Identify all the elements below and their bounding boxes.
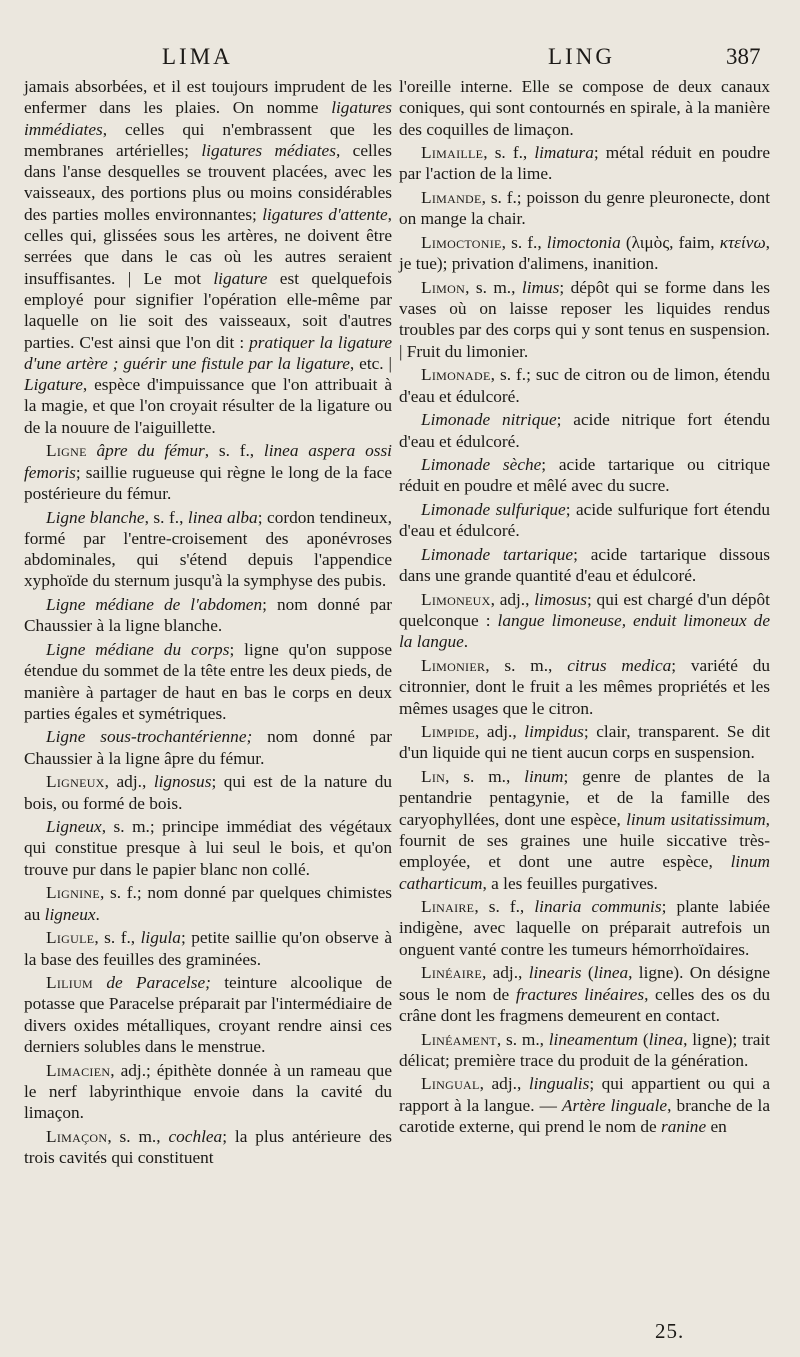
entry-text: ; acide tartarique dissous dans une grande quantité d'eau et édulcoré. bbox=[399, 544, 770, 586]
italic-text: limoctonia bbox=[546, 232, 621, 252]
entry-headword: Lingual bbox=[421, 1074, 480, 1094]
entry-text: , s. f., bbox=[144, 507, 188, 527]
dictionary-entry bbox=[24, 771, 392, 814]
entry-text: , s. f., bbox=[483, 143, 535, 163]
dictionary-entry bbox=[24, 927, 392, 970]
entry-text: , celles des os du crâne dont les fragmens demeurent en contact. bbox=[399, 984, 770, 1025]
entry-text: , s. f.; poisson du genre pleuronecte, dont on mange la chair. bbox=[399, 188, 770, 229]
dictionary-entry bbox=[24, 639, 392, 724]
entry-text: jamais absorbées, et il est toujours imprudent de les enfermer dans les plaies. On nomme bbox=[24, 77, 392, 118]
entry-text: ; qui appartient ou qui a rapport à la langue. — bbox=[399, 1074, 770, 1115]
entry-headword: Limaille bbox=[421, 143, 484, 163]
dictionary-entry bbox=[24, 882, 392, 925]
italic-text: linaria communis bbox=[534, 897, 662, 917]
entry-text: , s. m., bbox=[445, 767, 525, 787]
entry-text: , s. m.; principe immédiat des végétaux qui constitue presque à lui seul le bois, et qu'on trouve pur dans le papier blanc non collé. bbox=[24, 817, 392, 879]
italic-text: limosus bbox=[534, 589, 588, 609]
italic-text: ligneux bbox=[44, 904, 96, 924]
entry-text: , adj.; épithète donnée à un rameau que le nerf labyrinthique envoie dans la cavité du limaçon. bbox=[24, 1060, 392, 1123]
italic-text: de Paracelse; bbox=[93, 973, 211, 993]
running-head-right: LING bbox=[548, 44, 615, 69]
entry-text: ; dépôt qui se forme dans les vases où on laisse reposer les liquides rendus troubles par des corps qui y sont tenus en suspension. | Fruit du limonier. bbox=[399, 277, 770, 361]
italic-text: ranine bbox=[661, 1117, 707, 1136]
entry-headword: Lin bbox=[421, 767, 446, 787]
dictionary-entry bbox=[24, 816, 392, 880]
entry-text: ; métal réduit en poudre par l'action de la lime. bbox=[399, 143, 770, 184]
entry-headword: Limacien bbox=[46, 1060, 111, 1080]
italic-text: ligatures immédiates bbox=[24, 98, 392, 139]
dictionary-entry bbox=[399, 409, 770, 452]
entry-headword: Limaçon bbox=[46, 1126, 108, 1146]
entry-headword: Limonier bbox=[421, 655, 486, 675]
italic-text: langue limoneuse, enduit limoneux de la langue bbox=[399, 611, 770, 652]
italic-text: ligula bbox=[140, 928, 181, 948]
entry-text: , adj., bbox=[475, 722, 525, 742]
dictionary-entry bbox=[399, 142, 770, 185]
entry-headword: Limande bbox=[421, 188, 482, 208]
italic-text: citrus medica bbox=[567, 655, 672, 675]
italic-text: ligature bbox=[213, 268, 268, 288]
entry-headword: Linéaire bbox=[421, 963, 482, 983]
italic-text: âpre du fémur bbox=[86, 441, 205, 461]
entry-text: ; clair, transparent. Se dit d'un liquide qui ne tient aucun corps en suspension. bbox=[399, 722, 770, 763]
dictionary-entry bbox=[24, 507, 392, 592]
entry-text: ; plante labiée indigène, avec laquelle on préparait autrefois un onguent vanté contre les tumeurs hémorrhoïdaires. bbox=[399, 897, 771, 959]
italic-text: lingualis bbox=[528, 1074, 590, 1094]
dictionary-entry bbox=[399, 232, 770, 275]
entry-text: , branche de la carotide externe, qui prend le nom de bbox=[399, 1095, 770, 1136]
entry-text: , celles qui n'embrassent que les membranes artérielles; bbox=[24, 119, 392, 160]
entry-text: teinture alcoolique de potasse que Paracelse préparait par l'intermédiaire de divers oxides métalliques, croyant rendre ainsi ces derniers solubles dans le menstrue. bbox=[24, 973, 393, 1057]
dictionary-entry bbox=[24, 1060, 392, 1124]
dictionary-entry bbox=[24, 1126, 392, 1169]
italic-text: Ligne sous-trochantérienne; bbox=[46, 727, 253, 747]
italic-text: Artère linguale bbox=[561, 1095, 668, 1115]
italic-text: ligatures médiates bbox=[201, 140, 336, 160]
entry-text: , ligne). On désigne sous le nom de bbox=[399, 963, 770, 1004]
entry-text: . bbox=[463, 632, 469, 652]
italic-text: limpidus bbox=[524, 722, 584, 742]
entry-text: ; variété du citronnier, dont le fruit a les mêmes propriétés et les mêmes usages que le citron. bbox=[399, 655, 770, 718]
entry-text: ; nom donné par Chaussier à la ligne blanche. bbox=[24, 595, 392, 636]
entry-text: , s. m., bbox=[465, 277, 522, 297]
entry-text: ; la plus antérieure des trois cavités qui constituent bbox=[24, 1126, 392, 1168]
entry-text: ; acide nitrique fort étendu d'eau et édulcoré. bbox=[399, 410, 770, 451]
italic-text: lignosus bbox=[153, 772, 212, 792]
entry-text: , ligne); trait délicat; première trace du produit de la génération. bbox=[399, 1029, 770, 1070]
entry-headword: Lilium bbox=[46, 973, 94, 993]
dictionary-entry bbox=[24, 440, 392, 504]
dictionary-entry bbox=[399, 896, 770, 960]
entry-text: nom donné par Chaussier à la ligne âpre du fémur. bbox=[24, 727, 392, 768]
entry-text: , je tue); privation d'alimens, inanition. bbox=[399, 232, 770, 274]
entry-text: , s. m., bbox=[485, 655, 568, 675]
italic-text: Ligne médiane de l'abdomen bbox=[46, 595, 263, 615]
entry-text: ; qui est chargé d'un dépôt quelconque : bbox=[399, 589, 770, 631]
entry-headword: Limoneux bbox=[421, 589, 491, 609]
dictionary-entry bbox=[399, 1029, 770, 1072]
dictionary-entry bbox=[399, 277, 770, 362]
entry-text: est quelquefois employé pour signifier l'opération elle-même par laquelle on lie soit des vaisseaux, soit d'autres parties. C'est ainsi que l'on dit : bbox=[24, 268, 392, 352]
italic-text: κτείνω bbox=[719, 232, 766, 252]
italic-text: ligatures d'attente bbox=[262, 204, 388, 224]
italic-text: Ligne médiane du corps bbox=[46, 639, 230, 659]
entry-headword: Ligneux bbox=[46, 772, 105, 792]
entry-text: ( bbox=[638, 1029, 649, 1049]
dictionary-entry bbox=[399, 544, 770, 587]
entry-text: , s. m., bbox=[107, 1126, 169, 1146]
dictionary-entry bbox=[399, 187, 770, 230]
italic-text: Limonade tartarique bbox=[421, 544, 574, 564]
entry-text: ; petite saillie qu'on observe à la base des feuilles des graminées. bbox=[24, 928, 392, 969]
entry-headword: Lignine bbox=[46, 883, 100, 903]
entry-text: , etc. | bbox=[349, 353, 393, 373]
left-column bbox=[24, 76, 392, 1171]
dictionary-entry bbox=[399, 76, 770, 140]
entry-text: , adj., bbox=[479, 1074, 529, 1094]
dictionary-entry bbox=[399, 589, 770, 653]
italic-text: Ligature bbox=[24, 375, 83, 395]
italic-text: linea bbox=[648, 1029, 684, 1049]
entry-text: , s. f.; nom donné par quelques chimistes au bbox=[24, 883, 392, 924]
entry-text: ; acide sulfurique fort étendu d'eau et édulcoré. bbox=[399, 500, 770, 541]
entry-text: , s. f.; suc de citron ou de limon, étendu d'eau et édulcoré. bbox=[399, 365, 770, 406]
italic-text: linum catharticum bbox=[399, 852, 770, 893]
italic-text: linum bbox=[524, 767, 564, 787]
italic-text: Limonade sulfurique bbox=[421, 500, 566, 520]
entry-text: ; acide tartarique ou citrique réduit en poudre et mêlé avec du sucre. bbox=[399, 455, 770, 496]
entry-text: . bbox=[95, 904, 100, 924]
italic-text: linea alba bbox=[187, 507, 258, 527]
dictionary-entry bbox=[24, 594, 392, 637]
page-number: 387 bbox=[726, 44, 761, 69]
italic-text: lineamentum bbox=[548, 1029, 639, 1049]
italic-text: cochlea bbox=[168, 1126, 223, 1146]
dictionary-entry bbox=[399, 766, 770, 894]
entry-text: en bbox=[706, 1117, 727, 1136]
dictionary-entry bbox=[24, 76, 392, 438]
entry-headword: Linaire bbox=[421, 897, 475, 917]
italic-text: Ligneux bbox=[46, 817, 102, 837]
entry-text: , s. f., bbox=[94, 928, 141, 948]
entry-text: , celles dans l'anse desquelles se trouvent placées, avec les vaisseaux, des portions plus ou moins considérables des parties molles environnantes; bbox=[24, 140, 393, 224]
entry-headword: Ligne bbox=[46, 441, 87, 461]
entry-text: , fournit de ses graines une huile siccative très-employée, et dont une autre espèce, bbox=[399, 809, 770, 872]
entry-text: ; genre de plantes de la pentandrie pentagynie, et de la famille des caryophyllées, dont une espèce, bbox=[399, 767, 770, 829]
entry-text: , s. f., bbox=[204, 441, 264, 461]
right-column bbox=[399, 76, 770, 1140]
italic-text: linea aspera ossi femoris bbox=[24, 441, 392, 482]
entry-text: , s. f., bbox=[501, 232, 547, 252]
dictionary-entry bbox=[399, 499, 770, 542]
entry-text: , a les feuilles purgatives. bbox=[482, 873, 658, 893]
italic-text: pratiquer la ligature d'une artère ; guérir une fistule par la ligature bbox=[24, 332, 392, 373]
dictionary-entry bbox=[399, 454, 770, 497]
italic-text: Limonade sèche bbox=[421, 455, 542, 475]
entry-text: , s. m., bbox=[496, 1029, 549, 1049]
entry-text: , adj., bbox=[481, 963, 529, 983]
entry-text: ( bbox=[581, 963, 594, 983]
italic-text: Limonade nitrique bbox=[421, 410, 557, 430]
dictionary-entry bbox=[399, 364, 770, 407]
entry-text: , adj., bbox=[490, 589, 535, 609]
entry-text: ; qui est de la nature du bois, ou formé de bois. bbox=[24, 772, 392, 813]
dictionary-entry bbox=[24, 972, 392, 1057]
dictionary-entry bbox=[399, 655, 770, 719]
entry-text: l'oreille interne. Elle se compose de deux canaux coniques, qui sont contournés en spirale, à la manière des coquilles de limaçon. bbox=[399, 77, 770, 139]
entry-text: ; cordon tendineux, formé par l'entre-croisement des aponévroses abdominales, qui s'étend depuis l'appendice xyphoïde du sternum jusqu'à la symphyse des pubis. bbox=[24, 507, 392, 591]
signature-mark: 25. bbox=[655, 1319, 685, 1343]
dictionary-entry bbox=[399, 1073, 770, 1137]
italic-text: linum usitatissimum bbox=[626, 809, 766, 829]
entry-text: , celles qui, glissées sous les artères, ne doivent être serrées que dans le cas où les autres seraient insuffisantes. | Le mot bbox=[24, 204, 392, 288]
entry-text: ; ligne qu'on suppose étendue du sommet de la tête entre les deux pieds, de manière à partager de haut en bas le corps en deux parties égales et symétriques. bbox=[24, 639, 392, 723]
italic-text: fractures linéaires bbox=[515, 984, 645, 1004]
italic-text: Ligne blanche bbox=[46, 507, 145, 527]
italic-text: limus bbox=[521, 277, 560, 297]
entry-headword: Limonade bbox=[421, 365, 491, 385]
italic-text: linearis bbox=[528, 963, 582, 983]
entry-text: (λιμὸς, faim, bbox=[620, 232, 720, 252]
entry-headword: Limon bbox=[421, 277, 466, 297]
entry-headword: Ligule bbox=[46, 928, 95, 948]
dictionary-entry bbox=[399, 721, 770, 764]
entry-headword: Linéament bbox=[421, 1029, 497, 1049]
italic-text: limatura bbox=[534, 143, 594, 163]
entry-text: , adj., bbox=[104, 772, 154, 792]
italic-text: linea bbox=[593, 963, 629, 983]
dictionary-entry bbox=[24, 726, 392, 769]
entry-headword: Limoctonie bbox=[421, 232, 502, 252]
entry-text: , s. f., bbox=[474, 897, 535, 917]
dictionary-entry bbox=[399, 962, 770, 1026]
entry-headword: Limpide bbox=[421, 722, 475, 742]
entry-text: ; saillie rugueuse qui règne le long de la face postérieure du fémur. bbox=[24, 462, 392, 503]
running-head-left: LIMA bbox=[162, 44, 233, 69]
entry-text: , espèce d'impuissance que l'on attribuait à la magie, et que l'on croyait résulter de la ligature ou de la nouure de l'aiguillette. bbox=[24, 375, 392, 437]
